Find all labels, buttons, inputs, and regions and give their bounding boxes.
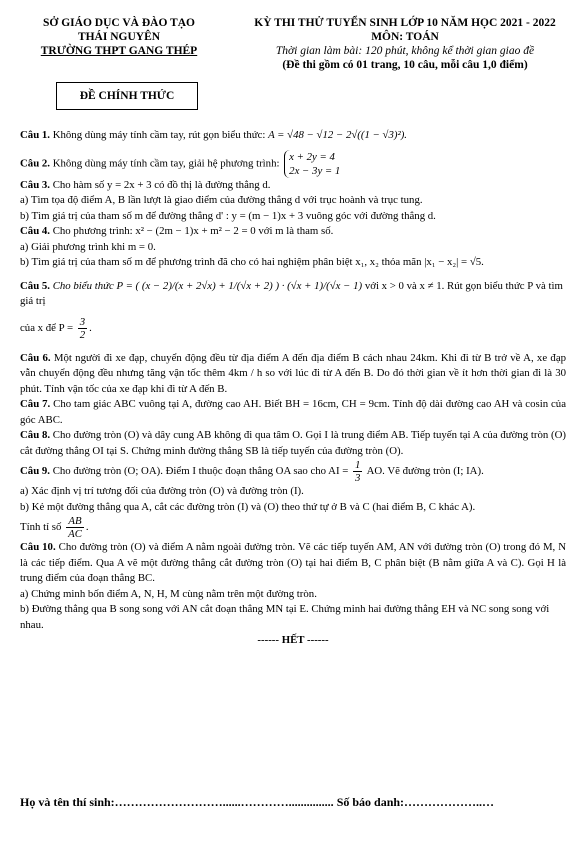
question-6 bbox=[20, 351, 566, 398]
question-text: Cho đường tròn (O) và dây cung AB không đi qua tâm O. Gọi I là trung điểm AB. Tiếp tuyến tại A của đường tròn (O) cắt đường thẳng OI tại S. Chứng minh đường thẳng SB là tiếp tuyến của đường tròn (O). bbox=[20, 429, 566, 457]
equation-2: 2x − 3y = 1 bbox=[289, 164, 341, 177]
exam-note: (Đề thi gồm có 01 trang, 10 câu, mỗi câu 1,0 điểm) bbox=[282, 59, 528, 71]
question-3 bbox=[20, 178, 566, 194]
question-9 bbox=[20, 459, 566, 484]
numerator: AB bbox=[66, 515, 84, 528]
question-5-cont: của x để P = $\frac{3}{2}$ . bbox=[20, 315, 92, 341]
candidate-footer bbox=[20, 795, 566, 810]
question-label: Câu 5. bbox=[20, 279, 50, 292]
question-expr: Cho biểu thức P = ( (x − 2)/(x + 2√x) + 1/(√x + 2) ) · (√x + 1)/(√x − 1) bbox=[52, 279, 363, 292]
question-text: với x > 0 và x ≠ 1. Rút gọn biểu thức P và tìm giá trị bbox=[20, 279, 563, 307]
province-name: THÁI NGUYÊN bbox=[77, 31, 161, 43]
question-text: của x để P = bbox=[20, 321, 74, 334]
question-label: Câu 2. bbox=[20, 156, 50, 169]
question-7 bbox=[20, 397, 566, 428]
question-expr: A = √48 − √12 − 2√((1 − √3)²). bbox=[268, 129, 408, 141]
school-name: TRƯỜNG THPT GANG THÉP bbox=[40, 45, 198, 57]
end-marker: ------ HẾT ------ bbox=[257, 634, 329, 646]
dept-name: SỞ GIÁO DỤC VÀ ĐÀO TẠO bbox=[43, 17, 195, 29]
numerator: 3 bbox=[79, 315, 86, 328]
question-text: Cho tam giác ABC vuông tại A, đường cao AH. Biết BH = 16cm, CH = 9cm. Tính độ dài đường cao AH và cosin của góc ABC. bbox=[20, 398, 567, 426]
question-label: Câu 1. bbox=[20, 129, 50, 141]
question-2 bbox=[20, 150, 566, 178]
question-5 bbox=[20, 279, 566, 310]
question-10 bbox=[20, 540, 566, 587]
question-label: Câu 10. bbox=[20, 541, 56, 553]
question-9c: Tính tỉ số $\frac{AB}{AC}$ . bbox=[20, 515, 89, 540]
duration: Thời gian làm bài: 120 phút, không kể thời gian giao đề bbox=[275, 45, 535, 57]
question-text: Cho đường tròn (O; OA). Điểm I thuộc đoạn thẳng OA sao cho AI = bbox=[52, 464, 349, 477]
question-4a: a) Giải phương trình khi m = 0. bbox=[20, 240, 156, 253]
question-text: AO. Vẽ đường tròn (I; IA). bbox=[366, 464, 484, 477]
fraction bbox=[66, 515, 84, 540]
question-4b: b) Tìm giá trị của tham số m để phương trình đã cho có hai nghiệm phân biệt x₁, x₂ thỏa mãn |x₁ − x₂| = √5. bbox=[20, 256, 484, 268]
header-right bbox=[232, 16, 578, 72]
candidate-name-field: Họ và tên thí sinh:………………………......…………............... bbox=[20, 795, 334, 809]
question-label: Câu 9. bbox=[20, 464, 50, 477]
question-label: Câu 6. bbox=[20, 351, 51, 364]
question-4 bbox=[20, 224, 566, 240]
question-label: Câu 8. bbox=[20, 429, 51, 441]
question-text: Không dùng máy tính cầm tay, rút gọn biểu thức: bbox=[52, 129, 266, 141]
numerator: 1 bbox=[355, 459, 361, 471]
fraction bbox=[353, 459, 362, 484]
question-3a: a) Tìm tọa độ điểm A, B lần lượt là giao điểm của đường thẳng d với trục hoành và trục tung. bbox=[20, 194, 423, 206]
question-9a: a) Xác định vị trí tương đối của đường tròn (O) và đường tròn (I). bbox=[20, 485, 304, 497]
candidate-id-field: Số báo danh:………………..… bbox=[336, 795, 495, 809]
equation-system bbox=[284, 150, 340, 178]
denominator: AC bbox=[68, 528, 82, 540]
official-badge: ĐỀ CHÍNH THỨC bbox=[56, 82, 198, 110]
denominator: 2 bbox=[79, 328, 86, 341]
exam-title: KỲ THI THỬ TUYỂN SINH LỚP 10 NĂM HỌC 2021 - 2022 bbox=[254, 17, 556, 29]
question-text: Cho hàm số y = 2x + 3 có đồ thị là đường thẳng d. bbox=[52, 178, 271, 191]
fraction bbox=[78, 316, 87, 341]
exam-body bbox=[20, 128, 566, 649]
question-3b: b) Tìm giá trị của tham số m để đường thẳng d' : y = (m − 1)x + 3 vuông góc với đường thẳng d. bbox=[20, 209, 436, 222]
question-9b: b) Kẻ một đường thẳng qua A, cắt các đường tròn (I) và (O) theo thứ tự ở B và C (hai điểm B, C khác A). bbox=[20, 500, 476, 513]
question-text: Tính tỉ số bbox=[20, 520, 62, 533]
question-label: Câu 7. bbox=[20, 398, 51, 410]
question-10b: b) Đường thẳng qua B song song với AN cắt đoạn thẳng MN tại E. Chứng minh hai đường thẳng EH và NC song song với nhau. bbox=[20, 603, 550, 631]
subject: MÔN: TOÁN bbox=[371, 31, 439, 43]
question-8 bbox=[20, 428, 566, 459]
question-label: Câu 4. bbox=[20, 225, 50, 237]
header-left bbox=[14, 16, 224, 58]
question-text: Một người đi xe đạp, chuyển động đều từ địa điểm A đến địa điểm B cách nhau 24km. Khi đi từ B trở về A, xe đạp vẫn chuyển động đều nhưng tăng vận tốc thêm 4km / h so với lúc đi từ A đến B. Do đó thời gian về ít hơn thời gian đi là 30 phút. Tính vận tốc của xe đạp khi đi từ A đến B. bbox=[20, 351, 567, 395]
question-10a: a) Chứng minh bốn điểm A, N, H, M cùng nằm trên một đường tròn. bbox=[20, 587, 317, 600]
denominator: 3 bbox=[355, 472, 361, 484]
equation-1: x + 2y = 4 bbox=[289, 150, 335, 163]
question-text: Không dùng máy tính cầm tay, giải hệ phương trình: bbox=[52, 156, 280, 169]
question-text: Cho phương trình: x² − (2m − 1)x + m² − 2 = 0 với m là tham số. bbox=[52, 225, 334, 237]
question-1 bbox=[20, 128, 566, 144]
question-text: Cho đường tròn (O) và điểm A nằm ngoài đường tròn. Vẽ các tiếp tuyến AM, AN với đường tròn (O) trong đó M, N là các tiếp điểm. Qua A vẽ một đường thẳng cắt đường tròn (O) tại hai điểm B, C phân biệt (B nằm giữa A và C). Gọi H là trung điểm của đoạn thẳng BC. bbox=[20, 541, 567, 584]
question-label: Câu 3. bbox=[20, 178, 50, 191]
